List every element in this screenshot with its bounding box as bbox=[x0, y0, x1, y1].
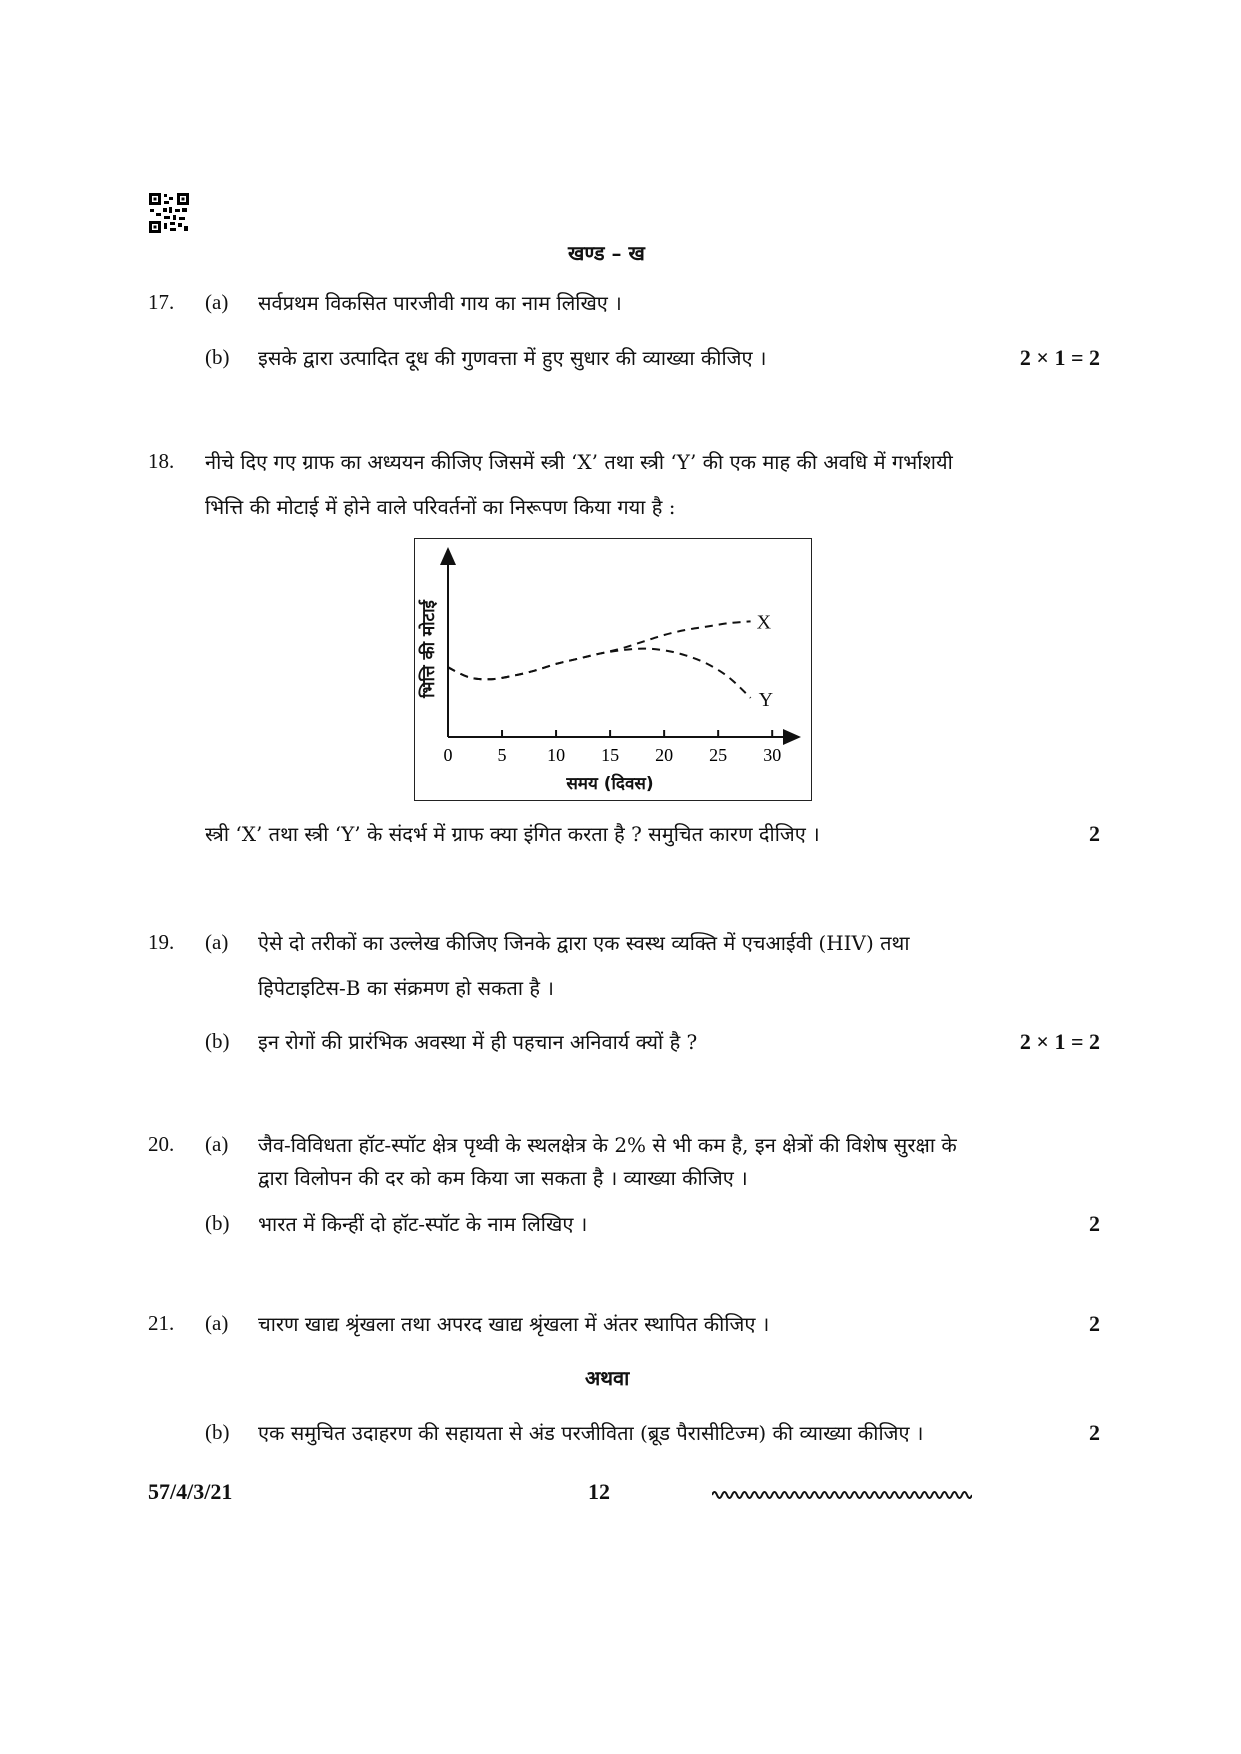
q19-a-line1: ऐसे दो तरीकों का उल्लेख कीजिए जिनके द्वारा एक स्वस्थ व्यक्ति में एचआईवी (HIV) तथा bbox=[258, 931, 910, 955]
page-number: 12 bbox=[588, 1479, 610, 1504]
chart-svg bbox=[415, 539, 813, 802]
question-number-18: 18. bbox=[148, 449, 175, 473]
x-tick-label-15: 15 bbox=[601, 745, 620, 765]
qr-code-icon bbox=[149, 193, 189, 233]
series-label-x: X bbox=[756, 611, 772, 634]
q18-question: स्त्री ‘X’ तथा स्त्री ‘Y’ के संदर्भ में ग्राफ क्या इंगित करता है ? समुचित कारण दीजिए । bbox=[205, 822, 820, 846]
section-heading: खण्ड – ख bbox=[568, 241, 645, 265]
q17-a-label: (a) bbox=[205, 290, 229, 314]
x-tick-label-25: 25 bbox=[709, 745, 728, 765]
x-tick-label-0: 0 bbox=[443, 745, 453, 765]
q20-b-text: भारत में किन्हीं दो हॉट-स्पॉट के नाम लिखिए । bbox=[258, 1212, 588, 1236]
x-tick-label-30: 30 bbox=[763, 745, 782, 765]
q21-a-text: चारण खाद्य श्रृंखला तथा अपरद खाद्य श्रृंखला में अंतर स्थापित कीजिए । bbox=[258, 1312, 770, 1336]
q21-a-label: (a) bbox=[205, 1311, 229, 1335]
q21-b-marks: 2 bbox=[1089, 1420, 1100, 1445]
q21-b-label: (b) bbox=[205, 1420, 230, 1444]
q21-b-text: एक समुचित उदाहरण की सहायता से अंड परजीविता (ब्रूड पैरासीटिज्म) की व्याख्या कीजिए । bbox=[258, 1421, 924, 1445]
q20-b-label: (b) bbox=[205, 1211, 230, 1235]
q19-b-label: (b) bbox=[205, 1029, 230, 1053]
q20-a-line1: जैव-विविधता हॉट-स्पॉट क्षेत्र पृथ्वी के स्थलक्षेत्र के 2% से भी कम है, इन क्षेत्रों की विशेष सुरक्षा के bbox=[258, 1133, 957, 1157]
q18-marks: 2 bbox=[1089, 821, 1100, 846]
q19-marks: 2 × 1 = 2 bbox=[1019, 1029, 1100, 1054]
question-number-17: 17. bbox=[148, 290, 175, 314]
question-number-21: 21. bbox=[148, 1311, 175, 1335]
series-label-y: Y bbox=[758, 688, 774, 711]
q17-a-text: सर्वप्रथम विकसित पारजीवी गाय का नाम लिखिए । bbox=[258, 291, 622, 315]
x-tick-label-5: 5 bbox=[497, 745, 507, 765]
q17-marks: 2 × 1 = 2 bbox=[1019, 345, 1100, 370]
q17-b-text: इसके द्वारा उत्पादित दूध की गुणवत्ता में हुए सुधार की व्याख्या कीजिए । bbox=[258, 346, 767, 370]
q19-a-line2: हिपेटाइटिस-B का संक्रमण हो सकता है । bbox=[258, 976, 554, 1000]
x-tick-label-20: 20 bbox=[655, 745, 674, 765]
q18-text-line2: भित्ति की मोटाई में होने वाले परिवर्तनों का निरूपण किया गया है : bbox=[205, 495, 676, 519]
y-axis-label: भित्ति की मोटाई bbox=[419, 600, 439, 698]
q17-b-label: (b) bbox=[205, 345, 230, 369]
series-line-y bbox=[448, 649, 751, 698]
q20-marks: 2 bbox=[1089, 1211, 1100, 1236]
paper-code: 57/4/3/21 bbox=[148, 1479, 233, 1504]
or-separator: अथवा bbox=[585, 1366, 630, 1390]
q18-text-line1: नीचे दिए गए ग्राफ का अध्ययन कीजिए जिसमें स्त्री ‘X’ तथा स्त्री ‘Y’ की एक माह की अवधि में गर्भाशयी bbox=[205, 450, 953, 474]
wavy-line-icon bbox=[712, 1487, 972, 1506]
x-tick-label-10: 10 bbox=[547, 745, 566, 765]
q20-a-line2: द्वारा विलोपन की दर को कम किया जा सकता है । व्याख्या कीजिए । bbox=[258, 1166, 748, 1190]
series-line-x bbox=[448, 621, 751, 679]
question-number-19: 19. bbox=[148, 930, 175, 954]
question-number-20: 20. bbox=[148, 1132, 175, 1156]
uterine-wall-thickness-chart bbox=[414, 538, 812, 801]
q19-a-label: (a) bbox=[205, 930, 229, 954]
q19-b-text: इन रोगों की प्रारंभिक अवस्था में ही पहचान अनिवार्य क्यों है ? bbox=[258, 1030, 698, 1054]
x-axis-label: समय (दिवस) bbox=[566, 774, 654, 794]
q21-a-marks: 2 bbox=[1089, 1311, 1100, 1336]
q20-a-label: (a) bbox=[205, 1132, 229, 1156]
